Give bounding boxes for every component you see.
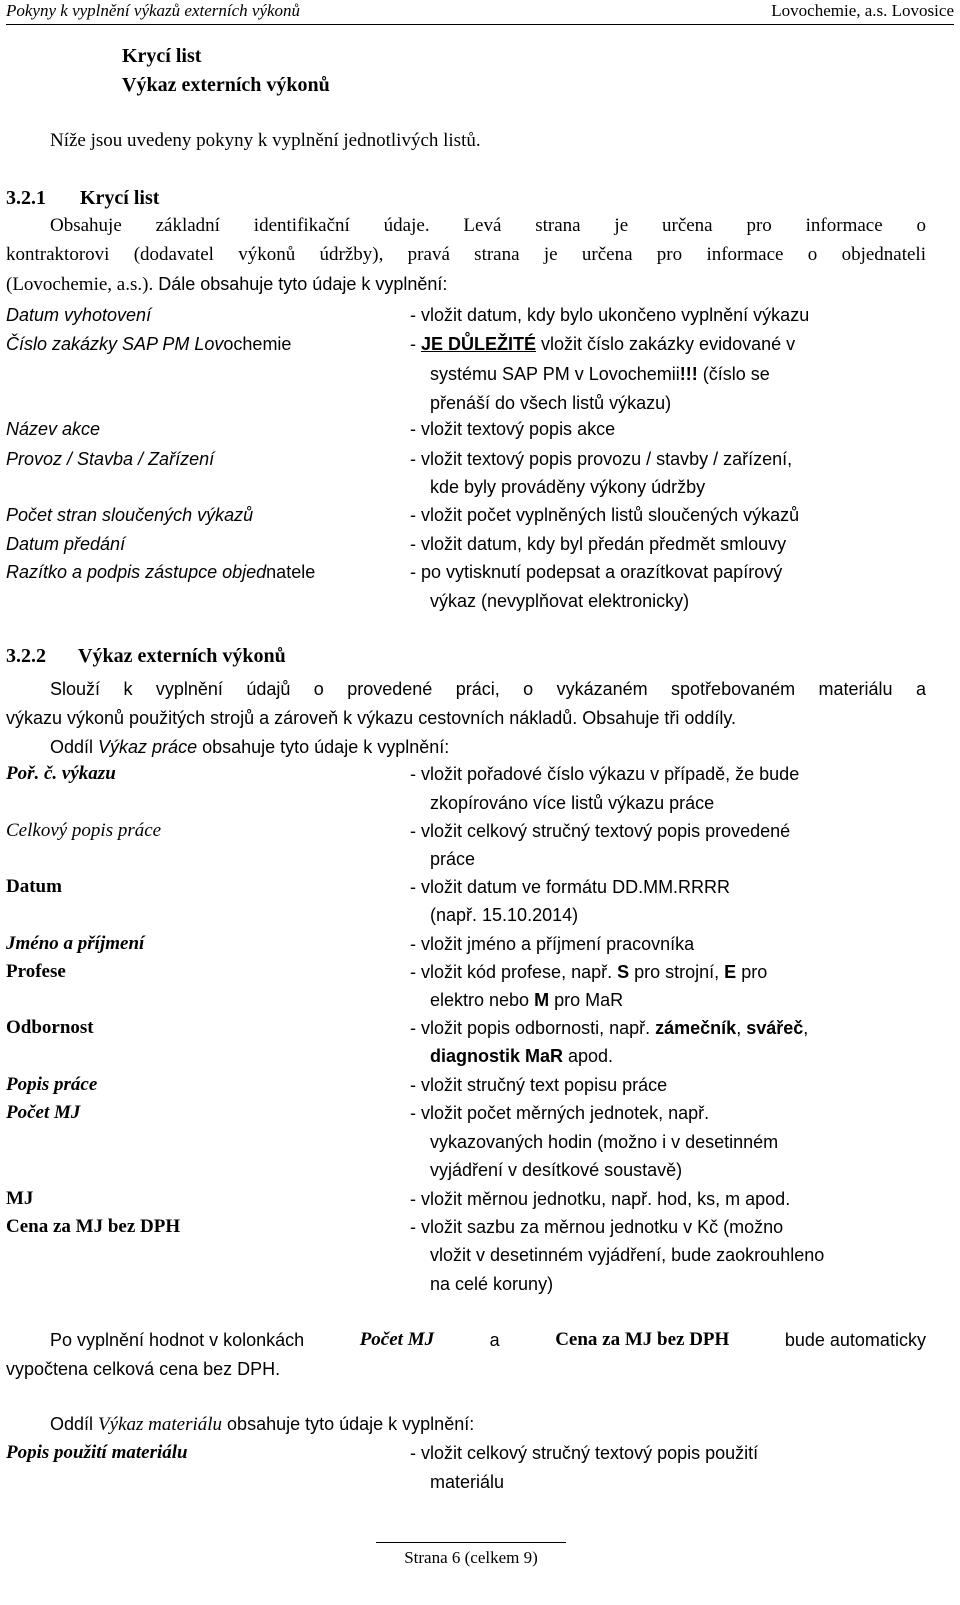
term-jmeno: Jméno a příjmení xyxy=(6,933,145,954)
section-1-para-line-3-b: Dále obsahuje tyto údaje k vyplnění: xyxy=(153,274,448,294)
page-footer: Strana 6 (celkem 9) xyxy=(376,1542,566,1573)
desc-odbornost-line-1 xyxy=(410,1014,808,1042)
section-2-title: Výkaz externích výkonů xyxy=(78,645,286,667)
after-para-pre: Po vyplnění hodnot v kolonkách xyxy=(50,1330,305,1350)
desc-nazev-akce: - vložit textový popis akce xyxy=(410,419,616,439)
oddil-1-name: Výkaz práce xyxy=(98,737,198,757)
term-cislo-zakazky-a: Číslo zakázky SAP PM Lov xyxy=(6,334,224,354)
intro-text: Níže jsou uvedeny pokyny k vyplnění jednotlivých listů. xyxy=(50,130,481,151)
title-line-2: Výkaz externích výkonů xyxy=(122,74,330,96)
desc-popis-prace: - vložit stručný text popisu práce xyxy=(410,1075,668,1095)
term-razitko-a: Razítko a podpis zástupce objed xyxy=(6,562,267,582)
after-para-term-2: Cena za MJ bez DPH xyxy=(555,1329,730,1350)
after-para-line-2: vypočtena celková cena bez DPH. xyxy=(6,1359,281,1379)
desc-celkovy-popis-line-2: práce xyxy=(430,849,476,869)
after-para-post: bude automaticky xyxy=(784,1330,926,1350)
term-popis-prace: Popis práce xyxy=(6,1074,98,1095)
desc-cislo-zakazky-line-2-excl: !!! xyxy=(679,364,698,384)
desc-celkovy-popis-line-1: - vložit celkový stručný textový popis provedené xyxy=(410,821,791,841)
term-cislo-zakazky-b: ochemie xyxy=(223,334,292,354)
desc-profese-s: S xyxy=(617,962,630,982)
term-celkovy-popis: Celkový popis práce xyxy=(6,820,162,841)
desc-pocet-mj-line-2: vykazovaných hodin (možno i v desetinném xyxy=(430,1132,779,1152)
desc-profese-a: - vložit kód profese, např. xyxy=(410,962,618,982)
desc-cislo-zakazky-line-2-b: (číslo se xyxy=(697,364,770,384)
desc-cislo-zakazky-line-2-a: systému SAP PM v Lovochemii xyxy=(430,364,680,384)
oddil-2-post: obsahuje tyto údaje k vyplnění: xyxy=(222,1414,475,1434)
desc-por-c-vykazu-line-1: - vložit pořadové číslo výkazu v případě, že bude xyxy=(410,764,800,784)
term-cislo-zakazky xyxy=(6,330,291,358)
section-2-para-line-2: výkazu výkonů použitých strojů a zároveň k výkazu cestovních nákladů. Obsahuje tři oddíly. xyxy=(6,708,737,728)
header-document-title: Pokyny k vyplnění výkazů externích výkonů xyxy=(6,1,301,20)
after-para-line-1 xyxy=(50,1326,926,1354)
section-2-number: 3.2.2 xyxy=(6,645,46,667)
term-razitko-b: natele xyxy=(266,562,316,582)
desc-datum-line-1: - vložit datum ve formátu DD.MM.RRRR xyxy=(410,877,731,897)
term-mj: MJ xyxy=(6,1188,34,1209)
desc-profese-c: pro xyxy=(736,962,768,982)
term-profese: Profese xyxy=(6,961,66,982)
section-1-number: 3.2.1 xyxy=(6,187,46,209)
term-razitko xyxy=(6,558,315,586)
desc-profese-f: pro MaR xyxy=(549,990,624,1010)
desc-por-c-vykazu-line-2: zkopírováno více listů výkazu práce xyxy=(430,793,715,813)
section-2-para-line-1: Slouží k vyplnění údajů o provedené práci, o vykázaném spotřebovaném materiálu a xyxy=(50,679,926,699)
desc-cislo-zakazky-line-1 xyxy=(410,330,795,358)
desc-profese-b: pro strojní, xyxy=(629,962,725,982)
oddil-1-pre: Oddíl xyxy=(50,737,99,757)
desc-popis-materialu-line-1: - vložit celkový stručný textový popis použití xyxy=(410,1443,759,1463)
desc-cena-line-2: vložit v desetinném vyjádření, bude zaokrouhleno xyxy=(430,1245,825,1265)
term-datum-vyhotoveni: Datum vyhotovení xyxy=(6,305,152,325)
desc-cislo-zakazky-line-2 xyxy=(430,360,770,388)
oddil-1-post: obsahuje tyto údaje k vyplnění: xyxy=(197,737,450,757)
desc-cislo-zakazky-important: JE DŮLEŽITÉ xyxy=(421,334,537,354)
desc-datum-line-2: (např. 15.10.2014) xyxy=(430,905,579,925)
section-1-para-line-1: Obsahuje základní identifikační údaje. Levá strana je určena pro informace o xyxy=(50,215,926,236)
desc-odbornost-zamecnik: zámečník xyxy=(655,1018,737,1038)
oddil-vykaz-prace xyxy=(50,733,449,761)
after-para-term-1: Počet MJ xyxy=(359,1329,435,1350)
desc-jmeno: - vložit jméno a příjmení pracovníka xyxy=(410,934,695,954)
desc-profese-e: E xyxy=(724,962,737,982)
desc-odbornost-a: - vložit popis odbornosti, např. xyxy=(410,1018,656,1038)
desc-cena-line-3: na celé koruny) xyxy=(430,1274,554,1294)
oddil-2-name: Výkaz materiálu xyxy=(98,1414,223,1435)
desc-provoz-line-1: - vložit textový popis provozu / stavby / zařízení, xyxy=(410,449,793,469)
term-popis-materialu: Popis použití materiálu xyxy=(6,1442,188,1463)
desc-odbornost-c: , xyxy=(803,1018,809,1038)
desc-pocet-stran: - vložit počet vyplněných listů sloučených výkazů xyxy=(410,505,800,525)
desc-odbornost-svarec: svářeč xyxy=(746,1018,804,1038)
desc-odbornost-b: , xyxy=(736,1018,747,1038)
section-1-para-line-3 xyxy=(6,270,447,299)
term-provoz: Provoz / Stavba / Zařízení xyxy=(6,449,215,469)
term-cena-za-mj: Cena za MJ bez DPH xyxy=(6,1216,181,1237)
section-1-para-line-3-a: (Lovochemie, a.s.). xyxy=(6,274,154,295)
oddil-2-pre: Oddíl xyxy=(50,1414,99,1434)
term-datum-predani: Datum předání xyxy=(6,534,126,554)
term-pocet-stran: Počet stran sloučených výkazů xyxy=(6,505,254,525)
desc-pocet-mj-line-3: vyjádření v desítkové soustavě) xyxy=(430,1160,683,1180)
desc-datum-predani: - vložit datum, kdy byl předán předmět smlouvy xyxy=(410,534,787,554)
desc-cislo-zakazky-line-3: přenáší do všech listů výkazu) xyxy=(430,393,672,413)
desc-razitko-line-1: - po vytisknutí podepsat a orazítkovat papírový xyxy=(410,562,783,582)
page-header xyxy=(6,0,954,25)
desc-mj: - vložit měrnou jednotku, např. hod, ks, m apod. xyxy=(410,1189,791,1209)
after-para-mid: a xyxy=(489,1330,500,1350)
desc-cislo-zakazky-rest: vložit číslo zakázky evidované v xyxy=(536,334,796,354)
desc-profese-line-2 xyxy=(430,986,623,1014)
desc-profese-line-1 xyxy=(410,958,767,986)
desc-datum-vyhotoveni: - vložit datum, kdy bylo ukončeno vyplnění výkazu xyxy=(410,305,810,325)
desc-razitko-line-2: výkaz (nevyplňovat elektronicky) xyxy=(430,591,690,611)
desc-odbornost-line-2 xyxy=(430,1042,613,1070)
term-nazev-akce: Název akce xyxy=(6,419,101,439)
term-odbornost: Odbornost xyxy=(6,1017,94,1038)
header-company: Lovochemie, a.s. Lovosice xyxy=(771,1,954,20)
desc-cislo-zakazky-prefix: - xyxy=(410,334,421,354)
desc-odbornost-d: apod. xyxy=(563,1046,614,1066)
term-datum: Datum xyxy=(6,876,62,897)
section-1-para-line-2: kontraktorovi (dodavatel výkonů údržby), pravá strana je určena pro informace o objednateli xyxy=(6,244,926,265)
desc-cena-line-1: - vložit sazbu za měrnou jednotku v Kč (možno xyxy=(410,1217,784,1237)
desc-odbornost-diagnostik: diagnostik MaR xyxy=(430,1046,564,1066)
term-por-c-vykazu: Poř. č. výkazu xyxy=(6,763,116,784)
desc-provoz-line-2: kde byly prováděny výkony údržby xyxy=(430,477,706,497)
term-pocet-mj: Počet MJ xyxy=(6,1102,81,1123)
oddil-vykaz-materialu xyxy=(50,1410,474,1439)
title-line-1: Krycí list xyxy=(122,45,202,67)
section-1-title: Krycí list xyxy=(80,187,160,209)
desc-profese-m: M xyxy=(534,990,550,1010)
desc-profese-d: elektro nebo xyxy=(430,990,535,1010)
desc-popis-materialu-line-2: materiálu xyxy=(430,1472,505,1492)
desc-pocet-mj-line-1: - vložit počet měrných jednotek, např. xyxy=(410,1103,710,1123)
